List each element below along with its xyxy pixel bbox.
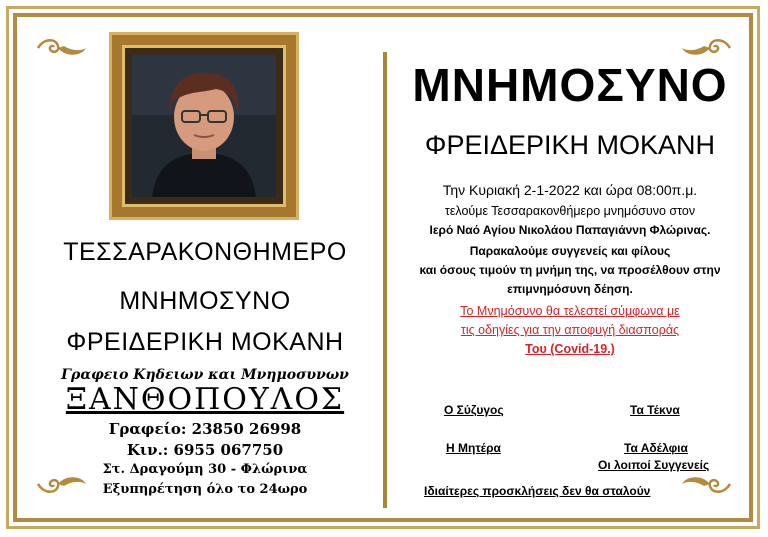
covid-notice-line-1: Το Μνημόσυνο θα τελεστεί σύμφωνα με (460, 304, 680, 318)
body-line-3: Ιερό Ναό Αγίου Νικολάου Παπαγιάννη Φλώρινας. (429, 223, 711, 237)
left-deceased-name: ΦΡΕΙΔΕΡΙΚΗ ΜΟΚΑΝΗ (66, 328, 344, 356)
kin-siblings: Τα Αδέλφια (624, 441, 688, 455)
body-line-6: επιμνημόσυνη δέηση. (507, 282, 633, 296)
ornament-bottom-right-icon (678, 472, 734, 496)
body-line-2: τελούμε Τεσσαρακονθήμερο μνημόσυνο στον (444, 204, 696, 218)
agency-tagline: Γραφειο Κηδειων και Μνημοσυνων (61, 367, 349, 383)
body-line-1: Την Κυριακή 2-1-2022 και ώρα 08:00π.μ. (442, 182, 698, 198)
right-deceased-name: ΦΡΕΙΔΕΡΙΚΗ ΜΟΚΑΝΗ (424, 130, 716, 160)
kin-children: Τα Τέκνα (630, 403, 680, 417)
agency-mobile-phone: Κιν.: 6955 067750 (126, 441, 284, 459)
portrait-frame (112, 35, 296, 217)
ornament-top-right-icon (678, 36, 734, 60)
portrait-photo (132, 55, 276, 197)
ornament-top-left-icon (34, 36, 90, 60)
covid-notice-line-2: τις οδηγίες για την αποφυγή διασποράς (460, 323, 680, 337)
covid-notice-line-3: Του (Covid-19.) (525, 342, 615, 356)
body-line-4: Παρακαλούμε συγγενείς και φίλους (469, 244, 671, 258)
kin-mother: Η Μητέρα (446, 441, 501, 455)
left-memorial-label: ΜΝΗΜΟΣΥΝΟ (119, 287, 291, 315)
agency-brand: ΞΑΝΘΟΠΟΥΛΟΣ (65, 382, 345, 417)
agency-office-phone: Γραφείο: 23850 26998 (108, 420, 302, 438)
column-divider (383, 52, 387, 508)
memorial-title: ΜΝΗΜΟΣΥΝΟ (412, 59, 728, 111)
agency-service-hours: Εξυπηρέτηση όλο το 24ωρο (102, 482, 308, 497)
agency-address: Στ. Δραγούμη 30 - Φλώρινα (102, 462, 308, 477)
kin-relatives: Οι λοιποί Συγγενείς (598, 458, 710, 472)
heading-forty-day: ΤΕΣΣΑΡΑΚΟΝΘΗΜΕΡΟ (63, 238, 347, 266)
no-invitations-note: Ιδιαίτερες προσκλήσεις δεν θα σταλούν (424, 484, 651, 498)
body-line-5: και όσους τιμούν τη μνήμη της, να προσέλθουν στην (419, 263, 721, 277)
kin-spouse: Ο Σύζυγος (444, 403, 504, 417)
